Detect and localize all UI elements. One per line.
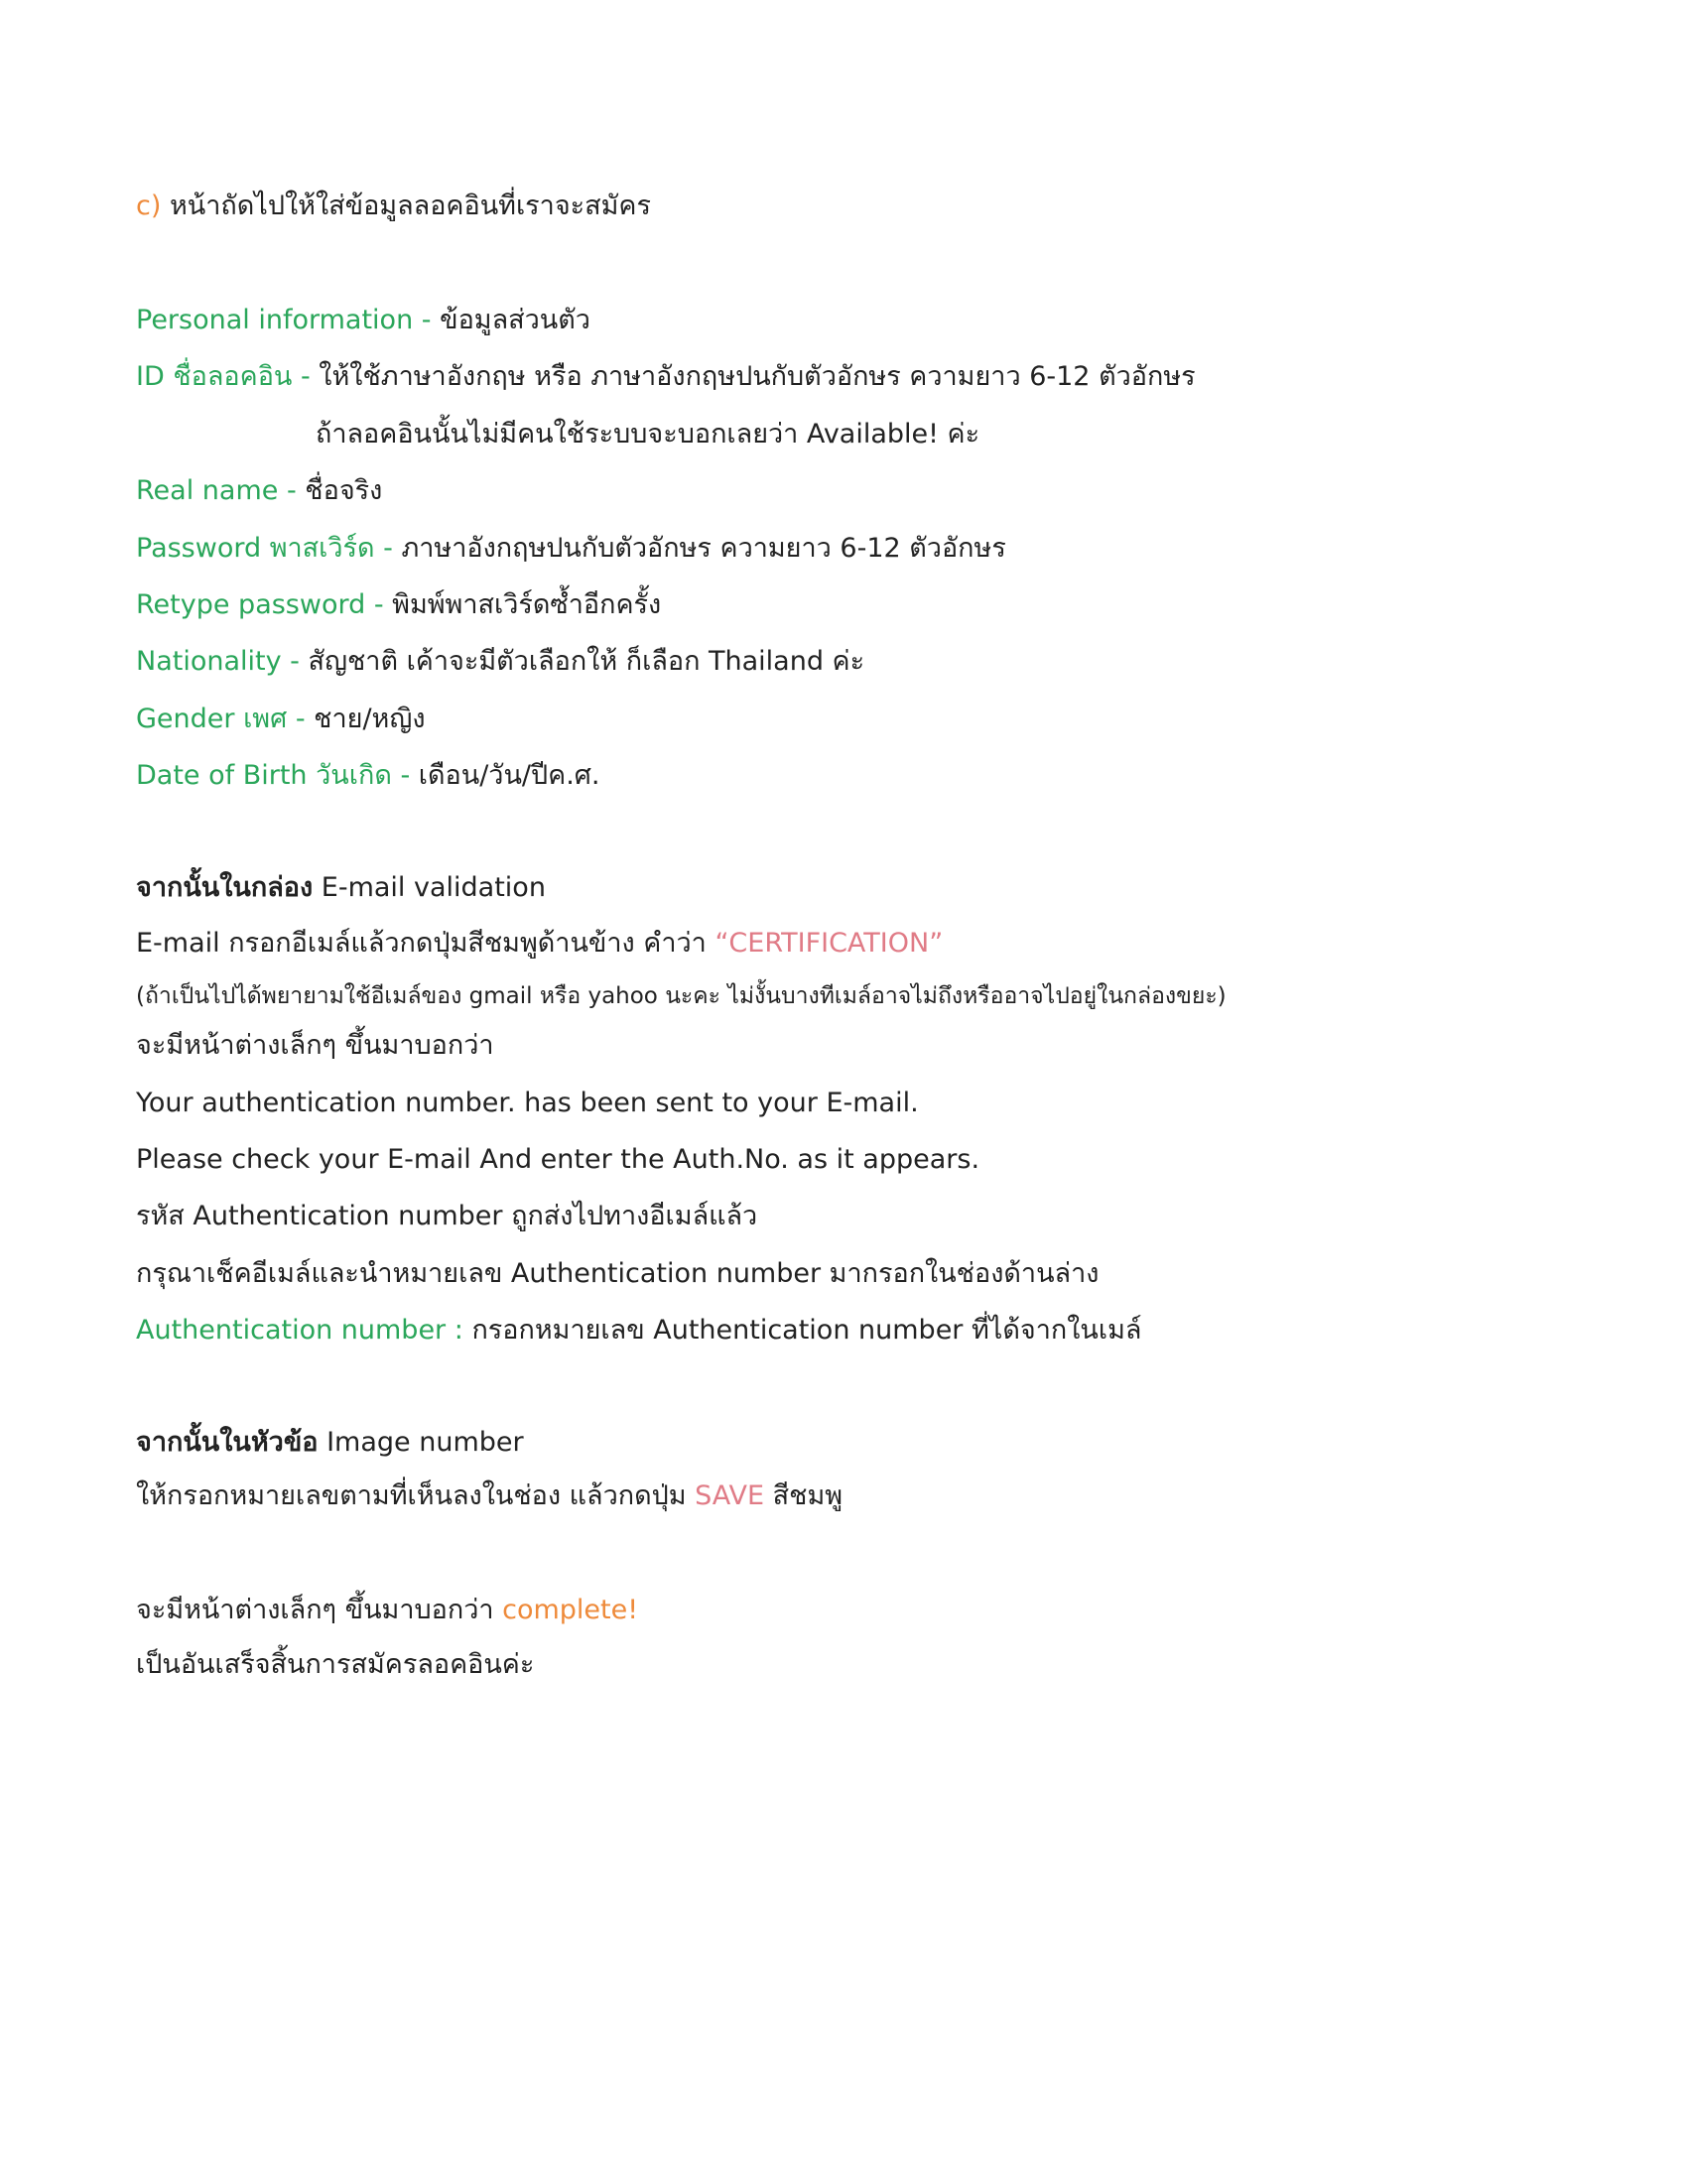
field-desc: ชาย/หญิง bbox=[314, 704, 426, 734]
field-real-name bbox=[136, 473, 382, 509]
popup-message-3 bbox=[136, 1199, 757, 1234]
field-personal-information bbox=[136, 303, 590, 338]
field-desc: ชื่อจริง bbox=[305, 475, 383, 506]
field-desc: เดือน/วัน/ปีค.ศ. bbox=[418, 760, 600, 791]
image-title-bold: จากนั้นในหัวข้อ bbox=[136, 1427, 319, 1458]
final-text: เป็นอันเสร็จสิ้นการสมัครลอคอินค่ะ bbox=[136, 1649, 535, 1680]
save-highlight: SAVE bbox=[695, 1480, 765, 1511]
image-title-rest: Image number bbox=[318, 1427, 524, 1458]
email-title-rest: E-mail validation bbox=[313, 872, 546, 903]
field-gender bbox=[136, 702, 426, 737]
field-desc: ถ้าลอคอินนั้นไม่มีคนใช้ระบบจะบอกเลยว่า Available! ค่ะ bbox=[316, 419, 980, 450]
popup-message-text: Your authentication number. has been sent to your E-mail. bbox=[136, 1088, 919, 1118]
field-desc: ให้ใช้ภาษาอังกฤษ หรือ ภาษาอังกฤษปนกับตัวอักษร ความยาว 6-12 ตัวอักษร bbox=[319, 361, 1196, 392]
field-label: Gender เพศ - bbox=[136, 704, 315, 734]
heading-text: หน้าถัดไปให้ใส่ข้อมูลลอคอินที่เราจะสมัคร bbox=[161, 191, 651, 221]
popup-message-2 bbox=[136, 1142, 979, 1178]
field-id-note bbox=[316, 417, 979, 452]
popup-message-text: Please check your E-mail And enter the Auth.No. as it appears. bbox=[136, 1144, 980, 1175]
popup-intro bbox=[136, 1028, 494, 1064]
email-note bbox=[136, 978, 1227, 1014]
final-line bbox=[136, 1647, 534, 1683]
complete-popup-line bbox=[136, 1593, 638, 1628]
field-label: ID ชื่อลอคอิน - bbox=[136, 361, 320, 392]
auth-number-label: Authentication number : bbox=[136, 1315, 472, 1346]
image-instruction-after: สีชมพู bbox=[764, 1480, 844, 1511]
popup-message-text: รหัส Authentication number ถูกส่งไปทางอีเมล์แล้ว bbox=[136, 1201, 758, 1231]
complete-highlight: complete! bbox=[502, 1595, 639, 1625]
field-desc: ภาษาอังกฤษปนกับตัวอักษร ความยาว 6-12 ตัวอักษร bbox=[401, 533, 1006, 564]
field-password bbox=[136, 531, 1006, 567]
popup-message-1 bbox=[136, 1086, 919, 1121]
field-label: Date of Birth วันเกิด - bbox=[136, 760, 419, 791]
email-instruction-text: E-mail กรอกอีเมล์แล้วกดปุ่มสีชมพูด้านข้าง คำว่า bbox=[136, 928, 715, 959]
section-heading bbox=[136, 189, 651, 224]
field-date-of-birth bbox=[136, 758, 600, 794]
email-instruction bbox=[136, 926, 943, 962]
field-label: Nationality - bbox=[136, 646, 309, 677]
field-label: Real name - bbox=[136, 475, 306, 506]
complete-popup-text: จะมีหน้าต่างเล็กๆ ขึ้นมาบอกว่า bbox=[136, 1595, 503, 1625]
auth-number-desc: กรอกหมายเลข Authentication number ที่ได้จากในเมล์ bbox=[471, 1315, 1142, 1346]
field-label: Password พาสเวิร์ด - bbox=[136, 533, 402, 564]
image-instruction bbox=[136, 1478, 843, 1514]
field-desc: พิมพ์พาสเวิร์ดซ้ำอีกครั้ง bbox=[392, 589, 662, 620]
field-desc: ข้อมูลส่วนตัว bbox=[440, 305, 590, 335]
field-retype-password bbox=[136, 587, 661, 623]
field-label: Personal information - bbox=[136, 305, 441, 335]
image-section-title bbox=[136, 1425, 524, 1461]
field-desc: สัญชาติ เค้าจะมีตัวเลือกให้ ก็เลือก Thailand ค่ะ bbox=[308, 646, 865, 677]
popup-intro-text: จะมีหน้าต่างเล็กๆ ขึ้นมาบอกว่า bbox=[136, 1030, 494, 1061]
certification-highlight: “CERTIFICATION” bbox=[714, 928, 944, 959]
email-title-bold: จากนั้นในกล่อง bbox=[136, 872, 314, 903]
image-instruction-text: ให้กรอกหมายเลขตามที่เห็นลงในช่อง แล้วกดปุ่ม bbox=[136, 1480, 696, 1511]
email-note-text: (ถ้าเป็นไปได้พยายามใช้อีเมล์ของ gmail หรือ yahoo นะคะ ไม่งั้นบางทีเมล์อาจไม่ถึงหรืออาจไปอยู่ในกล่องขยะ) bbox=[136, 983, 1227, 1009]
popup-message-4 bbox=[136, 1256, 1099, 1292]
auth-number-line bbox=[136, 1313, 1141, 1349]
heading-prefix: c) bbox=[136, 191, 162, 221]
popup-message-text: กรุณาเช็คอีเมล์และนำหมายเลข Authentication number มากรอกในช่องด้านล่าง bbox=[136, 1258, 1100, 1289]
field-label: Retype password - bbox=[136, 589, 393, 620]
field-id bbox=[136, 359, 1196, 395]
field-nationality bbox=[136, 644, 864, 680]
email-section-title bbox=[136, 870, 546, 906]
